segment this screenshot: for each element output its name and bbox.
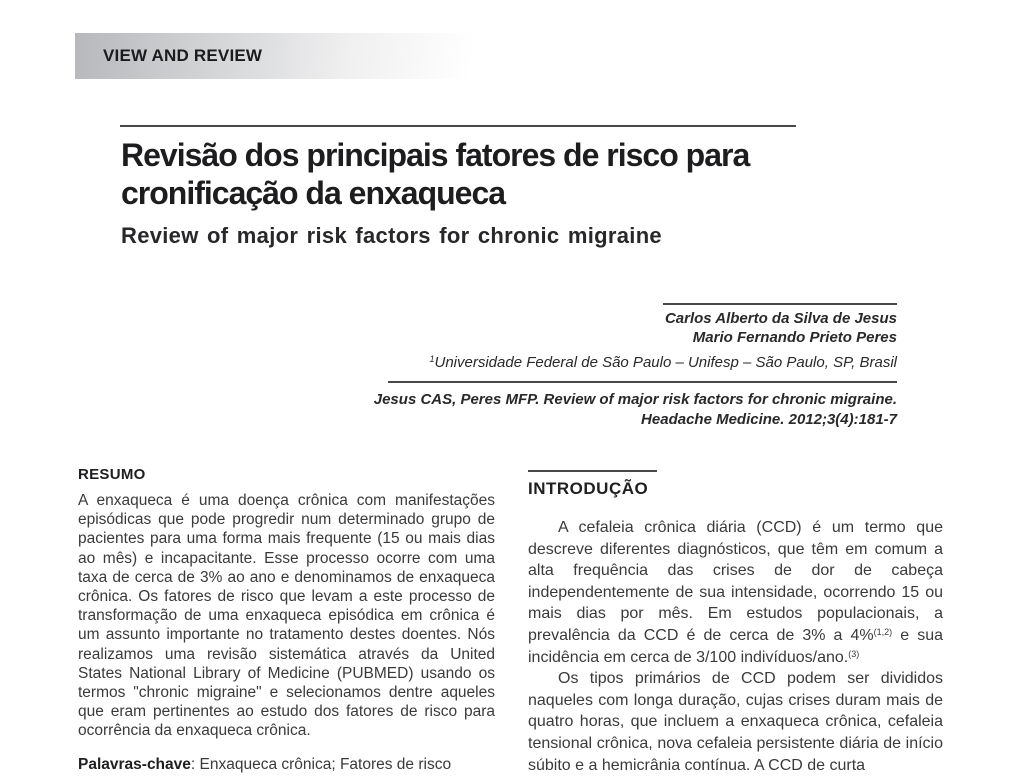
citation-divider <box>388 381 897 383</box>
article-title-portuguese <box>121 136 841 212</box>
section-banner <box>75 33 471 79</box>
section-banner-label: VIEW AND REVIEW <box>103 46 263 65</box>
resumo-body: A enxaqueca é uma doença crônica com manifestações episódicas que pode progredir num determinado grupo de pacientes para uma forma mais frequente (15 ou mais dias ao mês) e incapacitante. Esse processo ocorre com uma taxa de cerca de 3% ao ano e denominamos de enxaqueca crônica. Os fatores de risco que levam a este processo de transformação de uma enxaqueca episódica em crônica é um assunto importante no tratamento destes doentes. Nós realizamos uma revisão sistemática através da United States National Library of Medicine (PUBMED) usando os termos "chronic migraine" e selecionamos dentre aqueles que eram pertinentes ao estudo dos fatores de risco para ocorrência da enxaqueca crônica. <box>78 492 495 740</box>
keywords-text: : Enxaqueca crônica; Fatores de risco <box>190 755 452 773</box>
reference-superscript: (1,2) <box>873 626 893 637</box>
introducao-heading: INTRODUÇÃO <box>528 479 649 498</box>
affiliation-text: Universidade Federal de São Paulo – Unifesp – São Paulo, SP, Brasil <box>434 354 897 371</box>
affiliation-superscript: 1 <box>429 354 435 364</box>
affiliation <box>340 354 897 371</box>
paragraph-text: e sua incidência em cerca de 3/100 indivíduos/ano. <box>528 626 943 666</box>
citation-line-2: Headache Medicine. 2012;3(4):181-7 <box>641 410 897 428</box>
title-divider <box>120 125 796 127</box>
article-title-english: Review of major risk factors for chronic migraine <box>121 223 662 248</box>
introducao-paragraph-1 <box>528 517 943 668</box>
resumo-section <box>78 466 495 774</box>
author-name-1: Carlos Alberto da Silva de Jesus <box>664 310 897 327</box>
citation <box>340 390 897 429</box>
resumo-heading: RESUMO <box>78 466 146 483</box>
author-list <box>497 309 897 347</box>
introducao-paragraph-2 <box>528 668 943 776</box>
citation-line-1: Jesus CAS, Peres MFP. Review of major risk factors for chronic migraine. <box>373 391 897 408</box>
keywords-line <box>78 755 495 774</box>
authors-divider <box>663 303 897 305</box>
reference-superscript: (3) <box>848 648 860 659</box>
introducao-divider <box>528 470 657 472</box>
introducao-section <box>528 470 943 776</box>
keywords-label: Palavras-chave <box>78 755 191 773</box>
title-line-1: Revisão dos principais fatores de risco para <box>121 137 750 173</box>
author-name-2: Mario Fernando Prieto Peres <box>692 329 897 346</box>
title-line-2: cronificação da enxaqueca <box>121 175 506 211</box>
paragraph-text: A cefaleia crônica diária (CCD) é um termo que descreve diferentes diagnósticos, que têm em comum a alta frequência das crises de dor de cabeça independentemente de sua intensidade, ocorrendo 15 ou mais dias por mês. Em estudos populacionais, a prevalência da CCD é de cerca de 3% a 4% <box>528 519 943 644</box>
paragraph-text: Os tipos primários de CCD podem ser divididos naqueles com longa duração, cujas crises duram mais de quatro horas, que incluem a enxaqueca crônica, cefaleia tensional crônica, nova cefaleia persistente diária de início súbito e a hemicrânia contínua. A CCD de curta <box>528 670 943 774</box>
